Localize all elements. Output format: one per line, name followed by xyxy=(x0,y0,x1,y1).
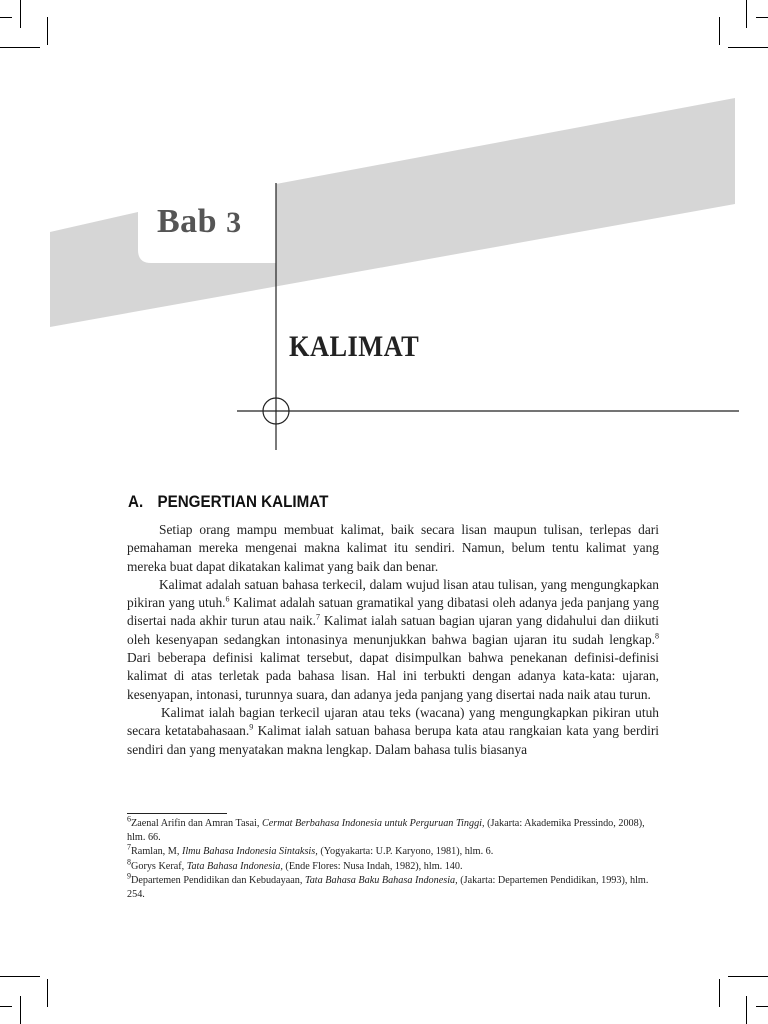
crop-mark xyxy=(756,1006,768,1007)
crop-mark xyxy=(47,979,48,1007)
crop-mark xyxy=(719,979,720,1007)
section-heading xyxy=(128,493,328,512)
paragraph-text: Kalimat ialah satuan bahasa berupa kata atau rangkaian kata yang berdiri sendiri dan yang menyatakan makna lengkap. Dalam bahasa tulis biasanya xyxy=(127,723,659,757)
footnote-ref[interactable]: 6 xyxy=(225,594,230,604)
paragraph xyxy=(127,521,659,576)
footnote-ref[interactable]: 9 xyxy=(249,722,254,732)
crop-mark xyxy=(0,976,40,977)
footnote-title: Cermat Berbahasa Indonesia untuk Perguruan Tinggi, xyxy=(261,818,485,829)
footnote-text: Departemen Pendidikan dan Kebudayaan, xyxy=(131,874,305,886)
paragraph-text: Kalimat ialah bagian terkecil ujaran atau teks (wacana) yang mengungkapkan pikiran utuh secara ketatabahasaan. xyxy=(127,704,659,739)
footnote-title: Ilmu Bahasa Indonesia Sintaksis, xyxy=(181,846,318,858)
footnote-title: Tata Bahasa Indonesia, xyxy=(186,860,283,872)
paragraph xyxy=(127,704,659,759)
section-heading-text: PENGERTIAN KALIMAT xyxy=(157,493,329,511)
chapter-title: KALIMAT xyxy=(289,330,420,363)
chapter-label xyxy=(157,203,242,241)
footnote xyxy=(127,871,662,902)
paragraph-text: Dari beberapa definisi kalimat tersebut, dapat disimpulkan bahwa penekanan definisi-definisi kalimat di atas terletak pada bahasa lisan. Hal ini terbukti dengan adanya kata-kata: ujaran, kesenyapan, intonasi, turunnya suara, dan adanya jeda panjang yang disertai nada naik atau turun. xyxy=(127,650,659,702)
footnote xyxy=(127,857,662,874)
crop-mark xyxy=(728,976,768,977)
paragraph-text: Kalimat adalah satuan bahasa terkecil, dalam wujud lisan atau tulisan, yang mengungkapkan pikiran yang utuh. xyxy=(127,576,659,611)
paragraph xyxy=(127,576,659,704)
crop-mark xyxy=(0,1006,12,1007)
footnote-text: (Jakarta: Departemen Pendidikan, 1993), hlm. 254. xyxy=(127,874,649,901)
section-letter: A. xyxy=(128,493,144,511)
footnote-ref[interactable]: 8 xyxy=(655,631,659,641)
footnote-title: Tata Bahasa Baku Bahasa Indonesia, xyxy=(304,874,458,886)
paragraph-text: Kalimat ialah satuan bagian ujaran yang didahului dan diikuti oleh kesenyapan sedangkan intonasinya menunjukkan bahwa bagian ujaran itu sudah lengkap. xyxy=(127,613,659,647)
body-text xyxy=(127,521,659,759)
footnote-text: Ramlan, M, xyxy=(131,846,182,858)
footnote-number: 9 xyxy=(127,871,131,881)
crop-mark xyxy=(746,996,747,1024)
chapter-banner xyxy=(0,0,768,460)
footnote-text: Zaenal Arifin dan Amran Tasai, xyxy=(131,818,262,829)
crop-mark xyxy=(20,996,21,1024)
chapter-number: 3 xyxy=(226,206,242,239)
footnote xyxy=(127,845,662,859)
footnote-ref[interactable]: 7 xyxy=(315,613,320,623)
chapter-label-word: Bab xyxy=(157,203,218,240)
footnote-text: (Yogyakarta: U.P. Karyono, 1981), hlm. 6. xyxy=(317,846,494,858)
footnote-number: 7 xyxy=(127,843,131,853)
footnote-text: Gorys Keraf, xyxy=(131,860,187,872)
footnote xyxy=(127,814,662,845)
footnotes xyxy=(127,814,662,902)
footnote-number: 6 xyxy=(127,814,131,824)
paragraph-text: Kalimat adalah satuan gramatikal yang dibatasi oleh adanya jeda panjang yang disertai nada akhir turun atau naik. xyxy=(127,595,659,629)
paragraph-text: Setiap orang mampu membuat kalimat, baik secara lisan maupun tulisan, terlepas dari pemahaman mereka mengenai makna kalimat itu sendiri. Namun, belum tentu kalimat yang mereka buat dapat dikatakan kalimat yang baik dan benar. xyxy=(127,522,659,574)
footnote-text: (Jakarta: Akademika Pressindo, 2008), hlm. 66. xyxy=(127,818,645,844)
footnote-rule xyxy=(127,813,227,814)
footnote-text: (Ende Flores: Nusa Indah, 1982), hlm. 140. xyxy=(282,860,463,872)
footnote-number: 8 xyxy=(127,857,131,867)
